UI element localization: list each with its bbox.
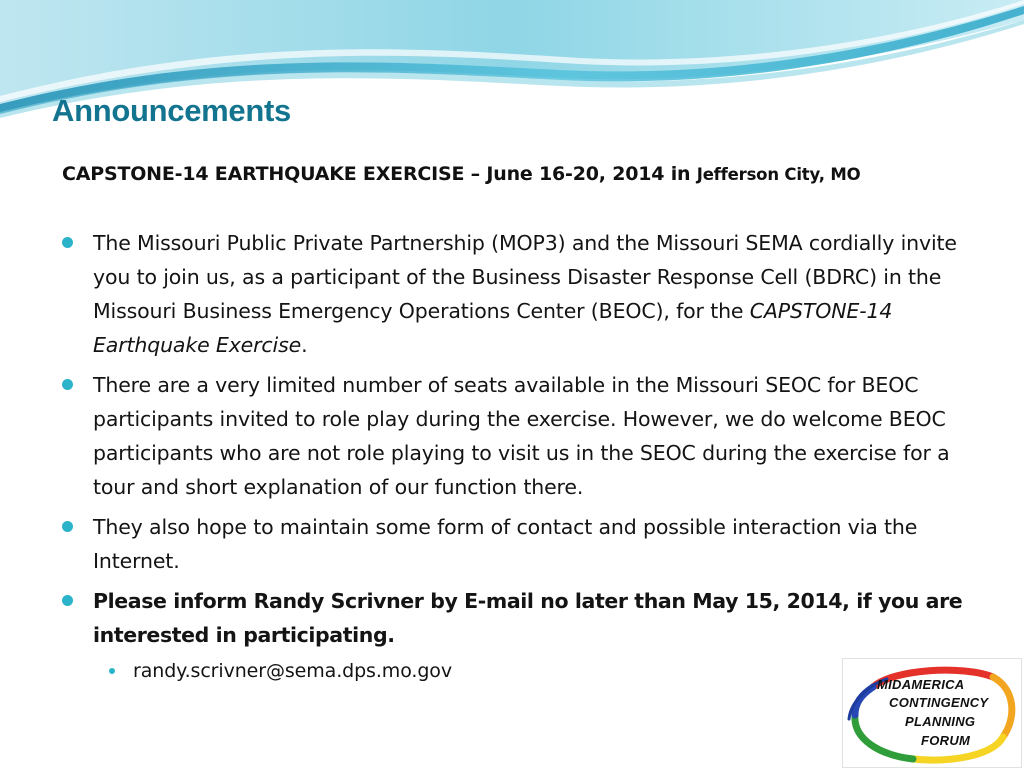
bullet-text: There are a very limited number of seats available in the Missouri SEOC for BEOC participants invited to role play during the exercise. However, we do welcome BEOC participants who are not role playing to visit us in the SEOC during the exercise for a tour and short explanation of our function there. xyxy=(93,373,950,499)
bullet-dot-icon xyxy=(62,379,73,390)
list-item xyxy=(62,226,992,362)
midamerica-contingency-planning-forum-logo xyxy=(842,658,1022,768)
bullet-text: They also hope to maintain some form of contact and possible interaction via the Internet. xyxy=(93,515,918,573)
logo-text-line: MIDAMERICA xyxy=(877,677,965,692)
slide-title: Announcements xyxy=(52,93,291,128)
list-item xyxy=(62,510,992,578)
subtitle-main: CAPSTONE-14 EARTHQUAKE EXERCISE – June 16-20, 2014 in xyxy=(62,163,697,185)
slide-subtitle xyxy=(62,163,860,185)
list-item xyxy=(62,368,992,504)
contact-email: randy.scrivner@sema.dps.mo.gov xyxy=(133,660,452,682)
bullet-text: Please inform Randy Scrivner by E-mail no later than May 15, 2014, if you are interested in participating. xyxy=(93,589,963,647)
logo-ring-icon xyxy=(843,659,1021,767)
announcement-list xyxy=(62,226,992,692)
bullet-text-end: . xyxy=(301,333,308,357)
bullet-italic-text: CAPSTONE-14 Earthquake Exercise xyxy=(93,299,893,357)
logo-text-line: CONTINGENCY xyxy=(889,695,989,710)
bullet-dot-icon xyxy=(62,237,73,248)
logo-text-line: FORUM xyxy=(921,733,971,748)
bullet-dot-icon xyxy=(62,521,73,532)
subtitle-location: Jefferson City, MO xyxy=(696,165,861,184)
bullet-text: The Missouri Public Private Partnership (MOP3) and the Missouri SEMA cordially invite you to join us, as a participant of the Business Disaster Response Cell (BDRC) in the Missouri Business Emergency Operations Center (BEOC), for the xyxy=(93,231,957,323)
logo-text-line: PLANNING xyxy=(905,714,976,729)
sub-bullet-dot-icon xyxy=(109,668,115,674)
bullet-dot-icon xyxy=(62,595,73,606)
